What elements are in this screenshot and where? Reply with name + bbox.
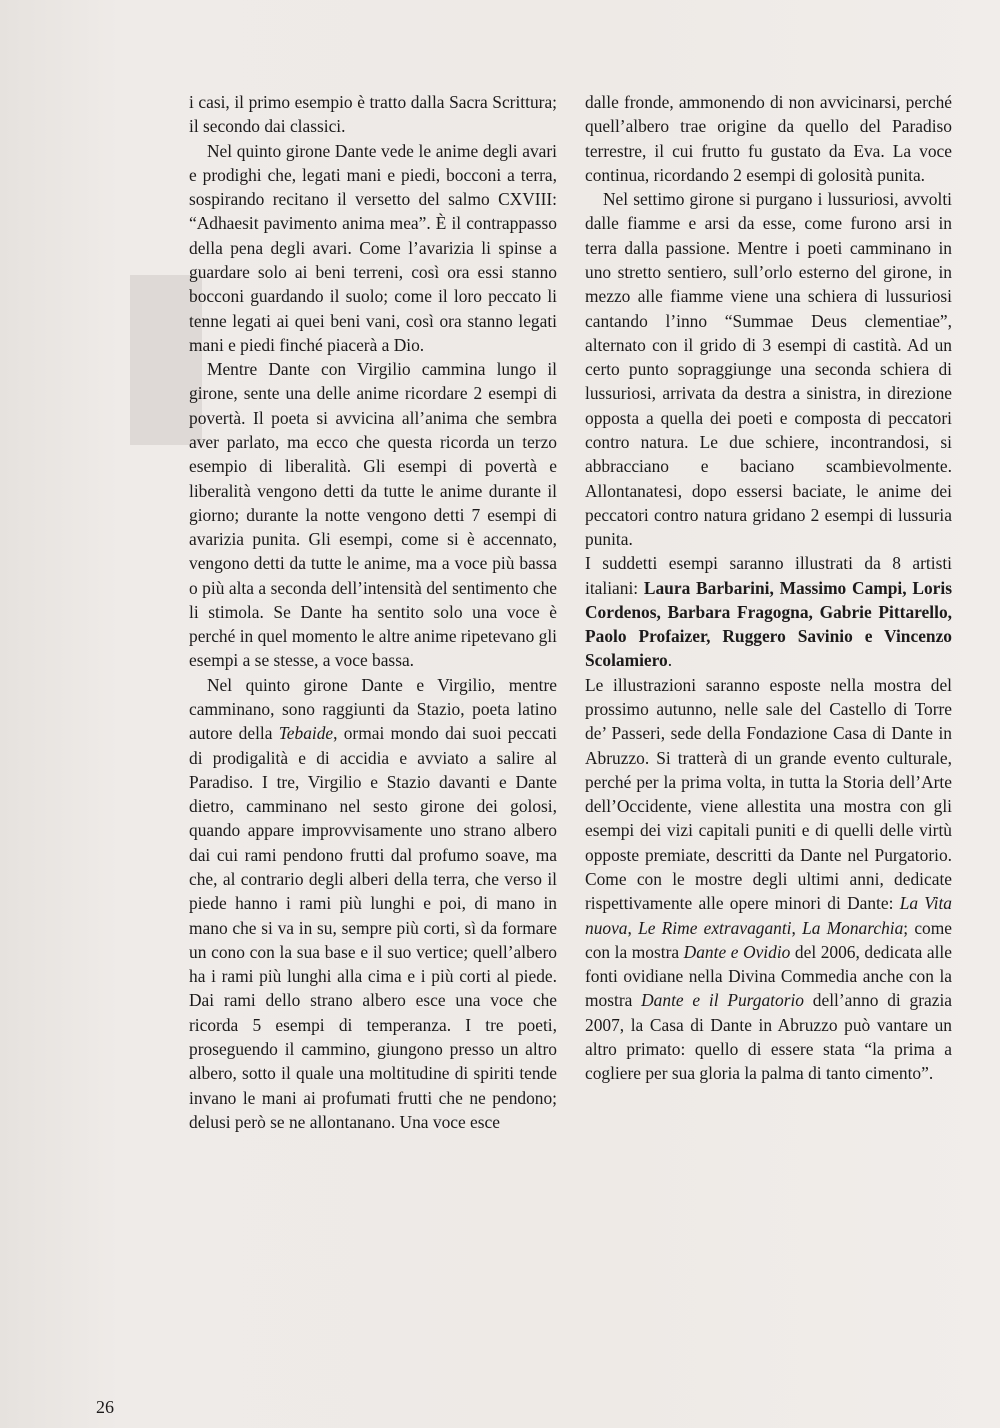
right-paragraph-4 <box>585 673 952 1086</box>
right-column <box>585 90 952 1086</box>
right-paragraph-3 <box>585 551 952 672</box>
left-paragraph-3: Mentre Dante con Virgilio cammina lungo il girone, sente una delle anime ricordare 2 esempi di povertà. Il poeta si avvicina all’anima che sembra aver parlato, ma ecco che questa ricorda un terzo esempio di liberalità. Gli esempi di povertà e liberalità vengono detti da tutte le anime durante il giorno; durante la notte vengono detti 7 esempi di avarizia punita. Gli esempi, come si è accennato, vengono detti da tutte le anime, ma a voce più bassa o più alta a seconda dell’intensità del sentimento che li stimola. Se Dante ha sentito solo una voce è perché in quel momento le altre anime ripetevano gli esempi a se stesse, a voce bassa. <box>189 359 557 671</box>
p4-text-a: Le illustrazioni saranno esposte nella mostra del prossimo autunno, nelle sale del Castello di Torre de’ Passeri, sede della Fondazione Casa di Dante in Abruzzo. Si tratterà di un grande evento culturale, perché per la prima volta, in tutta la Storia dell’Arte dell’Occidente, viene allestita una mostra con gli esempi dei vizi capitali puniti e di quelli delle virtù opposte premiate, descritti da Dante nel Purgatorio. Come con le mostre degli ultimi anni, dedicate rispettivamente alle opere minori di Dante: <box>585 674 952 914</box>
artists-list: Laura Barbarini, Massimo Campi, Loris Cordenos, Barbara Fragogna, Gabrie Pittarello, Paolo Profaizer, Ruggero Savinio e Vincenzo Scolamiero <box>585 577 952 671</box>
left-column <box>189 90 557 1134</box>
left-paragraph-2: Nel quinto girone Dante vede le anime degli avari e prodighi che, legati mani e piedi, bocconi a terra, sospirando recitano il versetto del salmo CXVIII: “Adhaesit pavimento anima mea”. È il contrappasso della pena degli avari. Come l’avarizia li spinse a guardare solo ai beni terreni, così ora essi stanno bocconi guardando il suolo; come il loro peccato li tenne legati ai quei beni vani, così ora stanno legati mani e piedi finché piacerà a Dio. <box>189 140 557 355</box>
right-paragraph-1: dalle fronde, ammonendo di non avvicinarsi, perché quell’albero trae origine da quello del Paradiso terrestre, il cui frutto fu gustato da Eva. La voce continua, ricordando 2 esempi di golosità punita. <box>585 92 952 185</box>
p4-italic-5: Dante e il Purgatorio <box>641 990 804 1011</box>
left-p4-text-b: , ormai mondo dai suoi peccati di prodigalità e di accidia e avviato a salire al Paradiso. I tre, Virgilio e Stazio davanti e Dante dietro, camminano nel sesto girone dei golosi, quando appare improvvisamente uno strano albero dai cui rami pendono frutti dal profumo soave, ma che, al contrario degli alberi della terra, che verso il piede hanno i rami più lunghi e poi, di mano in mano che si va in su, sempre più corti, sì da formare un cono con la sua base e il suo vertice; quell’albero ha i rami più lunghi alla cima e i più corti al piede. Dai rami dello strano albero esce una voce che ricorda 5 esempi di temperanza. I tre poeti, proseguendo il cammino, giungono presso un altro albero, sotto il quale una moltitudine di spiriti tende invano le mani ai profumati frutti che ne pendono; delusi però se ne allontanano. Una voce esce <box>189 723 557 1132</box>
p4-text-f: dell’anno di grazia 2007, la Casa di Dante in Abruzzo può vantare un altro primato: quello di essere stata “la prima a cogliere per sua gloria la palma di tanto cimento”. <box>585 990 953 1084</box>
p4-text-b: , <box>627 917 639 938</box>
page-number: 26 <box>96 1397 114 1417</box>
p4-text-e: del 2006, dedicata alle fonti ovidiane nella Divina Commedia anche con la mostra <box>585 941 952 1011</box>
p4-italic-1: La Vita nuova <box>585 893 952 938</box>
left-p4-text-a: Nel quinto girone Dante e Virgilio, mentre camminano, sono raggiunti da Stazio, poeta latino autore della <box>189 674 557 744</box>
left-p4-italic-title: Tebaide <box>278 723 334 744</box>
right-paragraph-2: Nel settimo girone si purgano i lussuriosi, avvolti dalle fiamme e arsi da esse, come furono arsi in terra dalla passione. Mentre i poeti camminano in uno stretto sentiero, sull’orlo esterno del girone, in mezzo alle fiamme viene una schiera di lussuriosi cantando l’inno “Summae Deus clementiae”, alternato con il grido di 3 esempi di castità. Ad un certo punto sopraggiunge una seconda schiera di lussuriosi, arrivata da destra a sinistra, in direzione opposta a quella dei poeti e composta di peccatori contro natura. Le due schiere, incontrandosi, si abbracciano e baciano scambievolmente. Allontanatesi, dopo essersi baciate, le anime dei peccatori contro natura gridano 2 esempi di lussuria punita. <box>585 189 952 550</box>
p4-italic-3: La Monarchia <box>802 917 904 938</box>
artists-intro: I suddetti esempi saranno illustrati da 8 artisti italiani: <box>585 553 952 598</box>
left-paragraph-1: i casi, il primo esempio è tratto dalla Sacra Scrittura; il secondo dai classici. <box>189 92 557 137</box>
artists-end: . <box>667 650 673 671</box>
p4-italic-4: Dante e Ovidio <box>683 941 791 962</box>
page-edge-marks <box>968 4 988 44</box>
p4-italic-2: Le Rime extravaganti <box>638 917 792 938</box>
p4-text-d: ; come con la mostra <box>585 917 952 962</box>
left-paragraph-4 <box>189 673 557 1134</box>
p4-text-c: , <box>791 917 803 938</box>
